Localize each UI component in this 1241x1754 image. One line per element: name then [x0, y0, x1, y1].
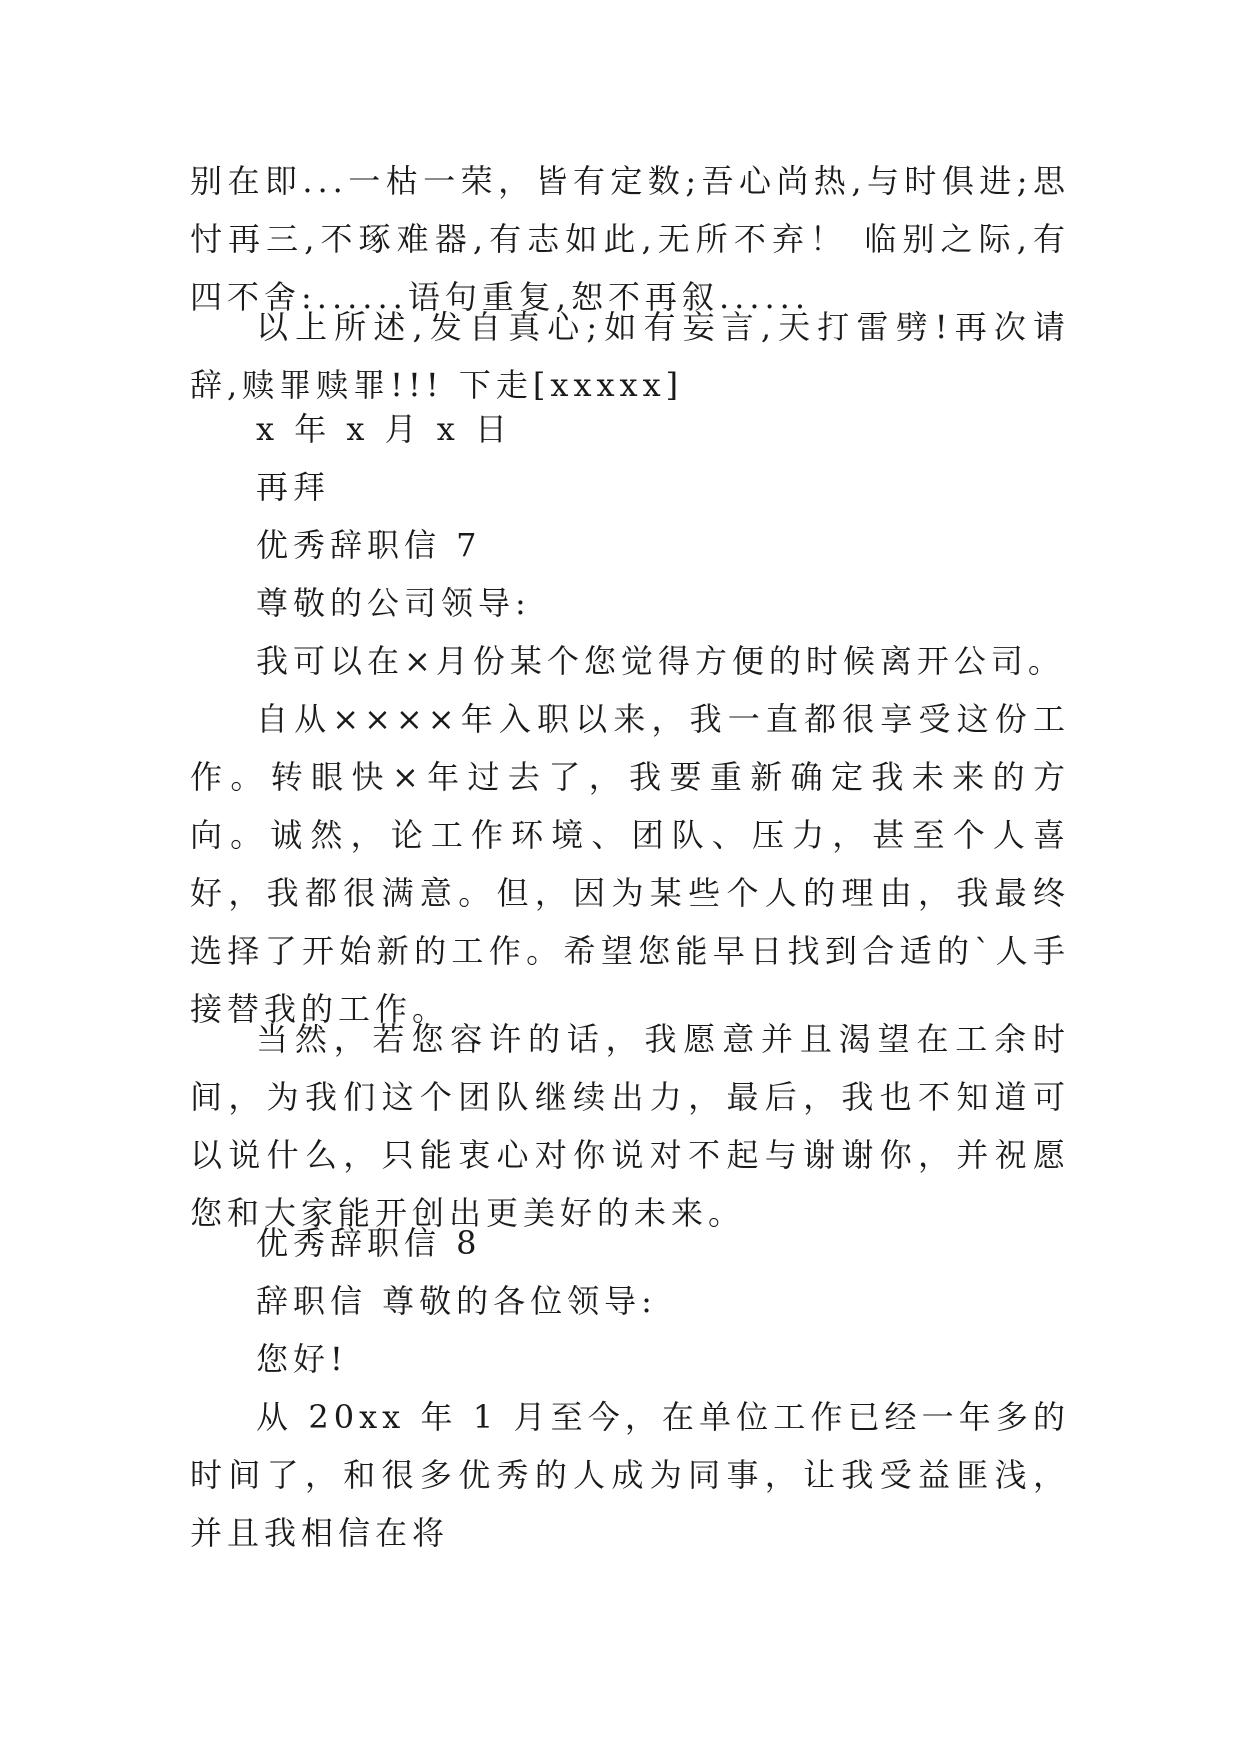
section-heading-8: 优秀辞职信 8: [256, 1224, 482, 1262]
paragraph-reason: 自从××××年入职以来，我一直都很享受这份工作。转眼快×年过去了，我要重新确定我未来的方向。诚然，论工作环境、团队、压力，甚至个人喜好，我都很满意。但，因为某些个人的理由，我最终选择了开始新的工作。希望您能早日找到合适的`人手接替我的工作。: [190, 700, 1070, 1028]
paragraph-work-history: 从 20xx 年 1 月至今，在单位工作已经一年多的时间了，和很多优秀的人成为同事，让我受益匪浅，并且我相信在将: [190, 1398, 1070, 1552]
greeting: 您好!: [256, 1340, 348, 1378]
paragraph-sincerity: 以上所述,发自真心;如有妄言,天打雷劈!再次请辞,赎罪赎罪!!! 下走[xxxxx]: [190, 308, 1070, 404]
section-heading-7: 优秀辞职信 7: [256, 526, 482, 564]
salutation-7: 尊敬的公司领导:: [256, 584, 531, 622]
date-line: x 年 x 月 x 日: [256, 410, 513, 448]
closing-line: 再拜: [256, 468, 331, 506]
salutation-8: 辞职信 尊敬的各位领导:: [256, 1282, 657, 1320]
paragraph-leave-month: 我可以在×月份某个您觉得方便的时候离开公司。: [256, 642, 1065, 680]
paragraph-offer-help: 当然，若您容许的话，我愿意并且渴望在工余时间，为我们这个团队继续出力，最后，我也不知道可以说什么，只能衷心对你说对不起与谢谢你，并祝愿您和大家能开创出更美好的未来。: [190, 1020, 1070, 1232]
paragraph-farewell-continued: 别在即...一枯一荣，皆有定数;吾心尚热,与时俱进;思忖再三,不琢难器,有志如此,无所不弃！ 临别之际,有四不舍:......语句重复,恕不再叙......: [190, 162, 1070, 316]
